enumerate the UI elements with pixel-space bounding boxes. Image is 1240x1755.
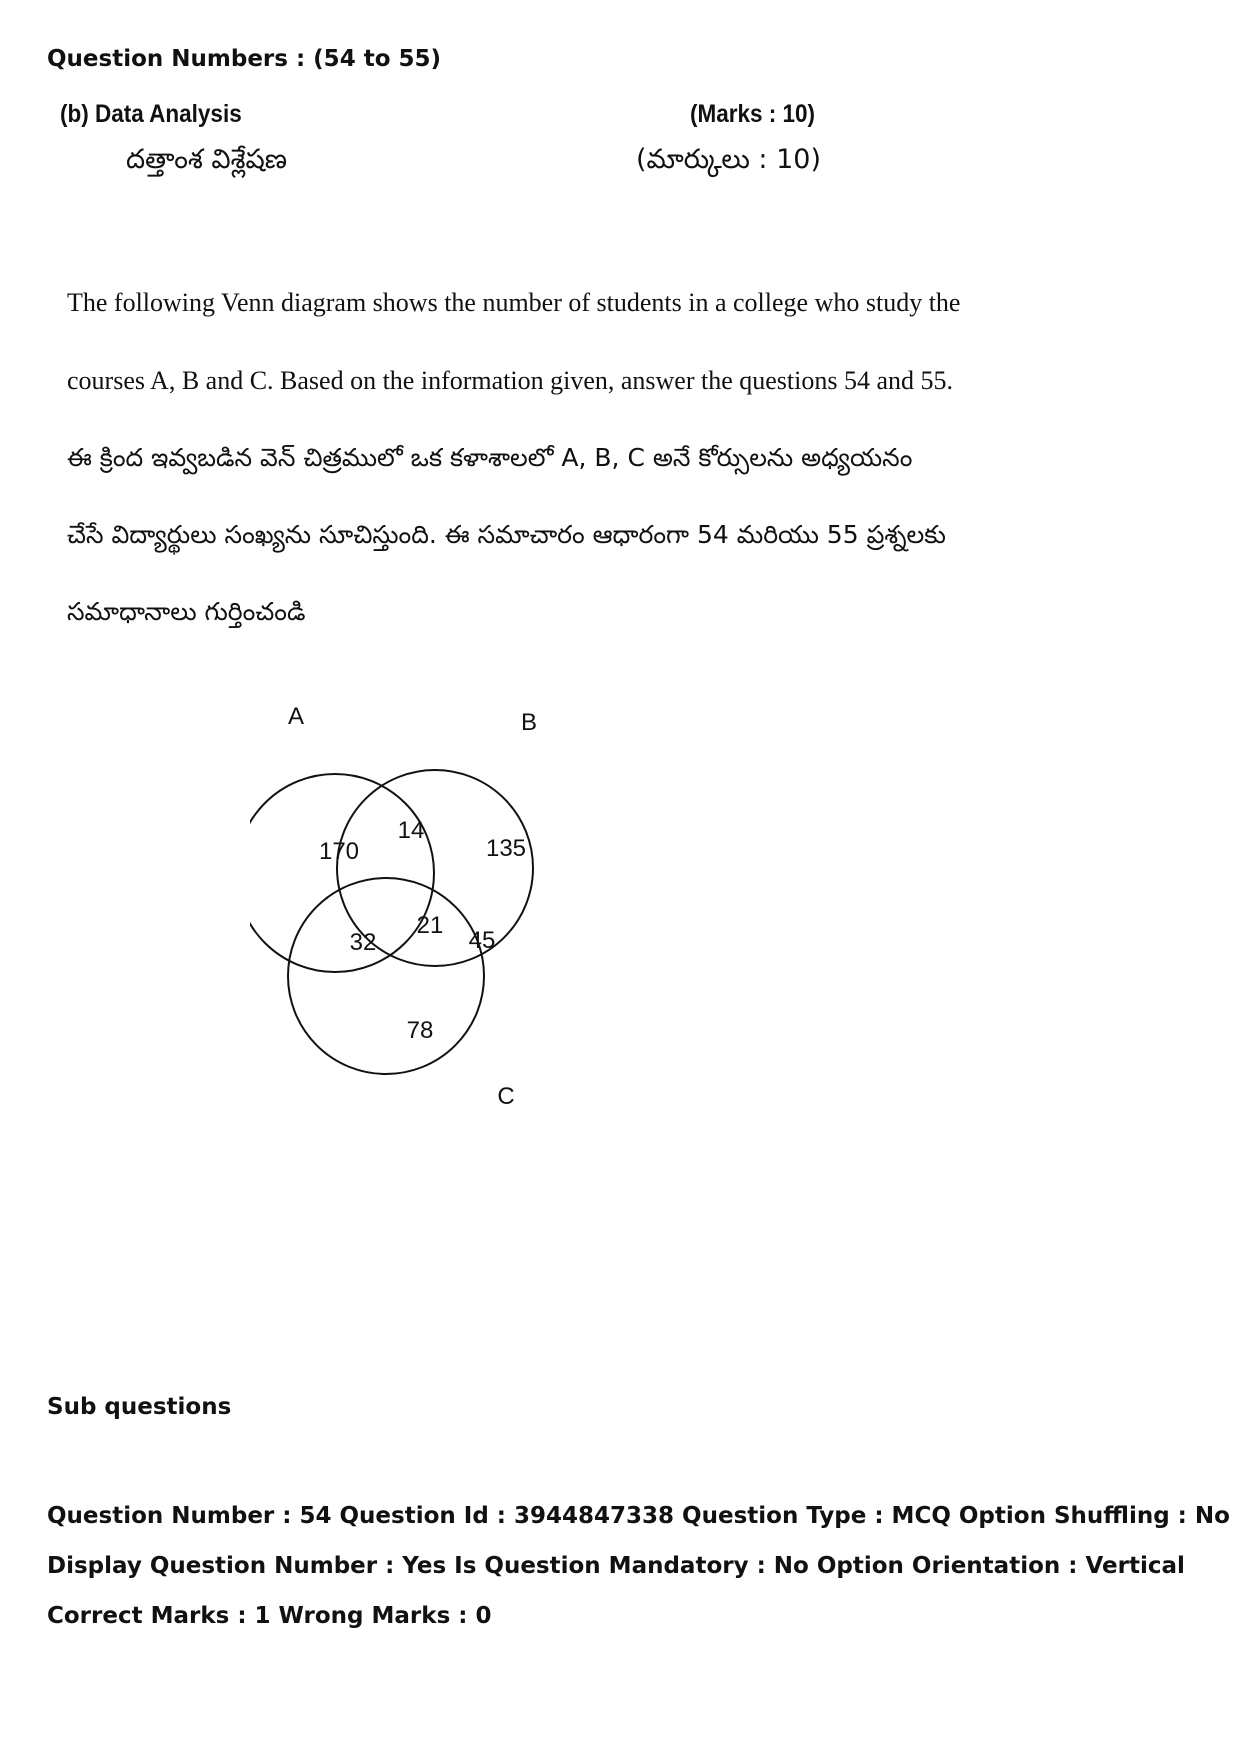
circle-a bbox=[250, 774, 434, 972]
passage-te-line-2: చేసే విద్యార్థులు సంఖ్యను సూచిస్తుంది. ఈ సమాచారం ఆధారంగా 54 మరియు 55 ప్రశ్నలకు bbox=[67, 520, 946, 549]
region-a-and-b: 14 bbox=[397, 817, 425, 844]
region-b-and-c: 45 bbox=[468, 927, 496, 954]
question-meta-line-3: Correct Marks : 1 Wrong Marks : 0 bbox=[47, 1603, 492, 1629]
region-all-three: 21 bbox=[416, 912, 444, 939]
section-label: (b) Data Analysis bbox=[60, 100, 242, 128]
sub-questions-heading: Sub questions bbox=[47, 1394, 232, 1420]
venn-label-a: A bbox=[287, 703, 305, 730]
question-meta-line-1: Question Number : 54 Question Id : 3944847338 Question Type : MCQ Option Shuffling : No bbox=[47, 1503, 1230, 1529]
circle-c bbox=[288, 878, 484, 1074]
region-only-a: 170 bbox=[318, 838, 360, 865]
passage-te-line-3: సమాధానాలు గుర్తించండి bbox=[67, 597, 306, 626]
passage-en-line-2: courses A, B and C. Based on the information given, answer the questions 54 and 55. bbox=[67, 366, 954, 395]
question-meta-line-2: Display Question Number : Yes Is Question Mandatory : No Option Orientation : Vertical bbox=[47, 1553, 1185, 1579]
marks-label-en: (Marks : 10) bbox=[690, 100, 816, 128]
venn-label-b: B bbox=[520, 709, 538, 736]
venn-diagram bbox=[250, 690, 610, 1130]
region-a-and-c: 32 bbox=[349, 929, 377, 956]
region-only-b: 135 bbox=[485, 835, 527, 862]
section-label-te: దత్తాంశ విశ్లేషణ bbox=[126, 144, 287, 175]
passage-te-line-1: ఈ క్రింద ఇవ్వబడిన వెన్ చిత్రములో ఒక కళాశాలలో A, B, C అనే కోర్సులను అధ్యయనం bbox=[67, 443, 913, 472]
region-only-c: 78 bbox=[406, 1017, 434, 1044]
venn-label-c: C bbox=[497, 1083, 515, 1110]
question-numbers-heading: Question Numbers : (54 to 55) bbox=[47, 46, 442, 72]
passage-en-line-1: The following Venn diagram shows the number of students in a college who study the bbox=[67, 288, 961, 317]
marks-label-te: (మార్కులు : 10) bbox=[636, 144, 821, 175]
